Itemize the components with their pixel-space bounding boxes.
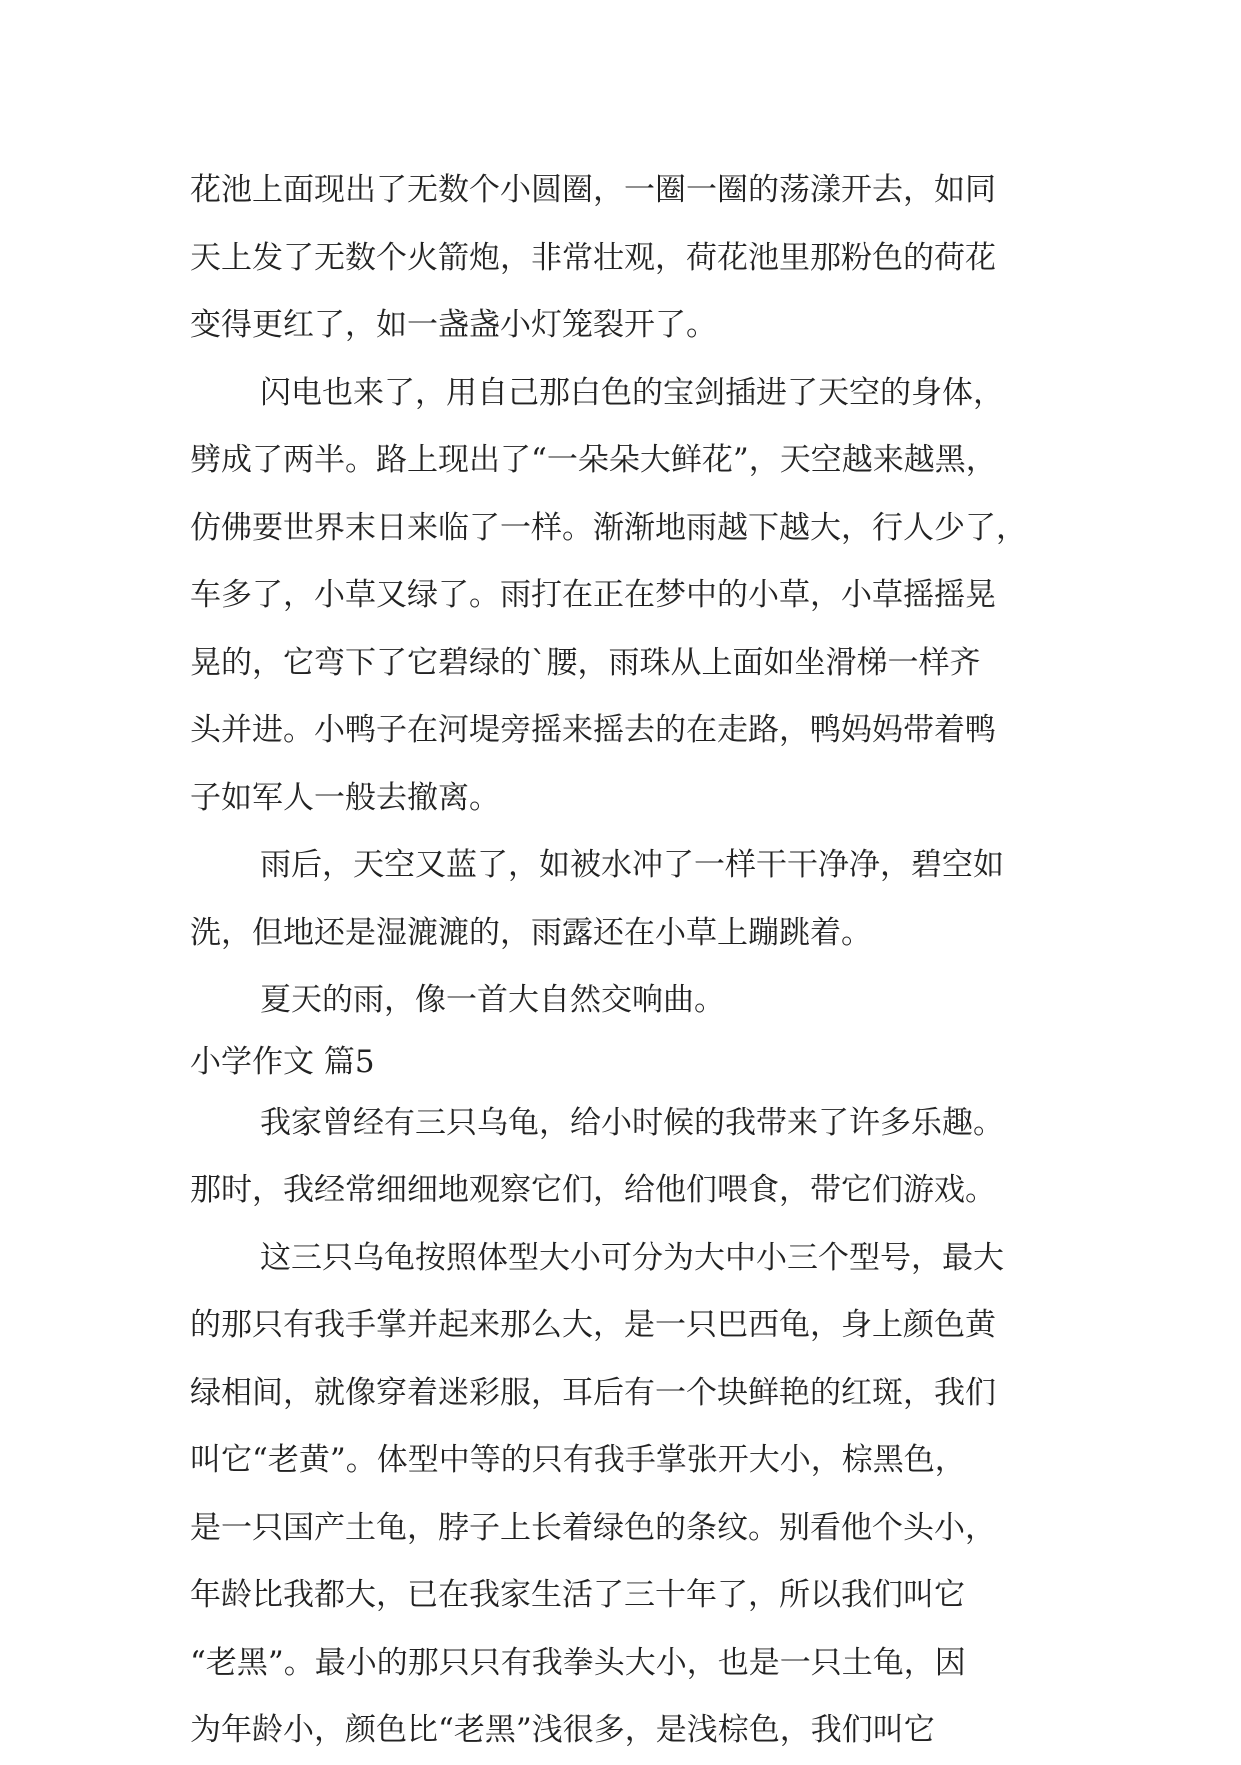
paragraph-first-line: 夏天的雨，像一首大自然交响曲。 (260, 982, 725, 1018)
text-line: 为年龄小，颜色比“老黑”浅很多，是浅棕色，我们叫它 (190, 1712, 935, 1748)
text-line: 变得更红了，如一盏盏小灯笼裂开了。 (190, 307, 717, 343)
text-line: 子如军人一般去撤离。 (190, 779, 500, 816)
text-line: 的那只有我手掌并起来那么大，是一只巴西龟，身上颜色黄 (190, 1307, 996, 1343)
text-line: 天上发了无数个火箭炮，非常壮观，荷花池里那粉色的荷花 (190, 239, 996, 276)
text-line: 年龄比我都大，已在我家生活了三十年了，所以我们叫它 (190, 1577, 965, 1613)
paragraph-first-line: 我家曾经有三只乌龟，给小时候的我带来了许多乐趣。 (260, 1104, 1004, 1141)
text-line: 车多了，小草又绿了。雨打在正在梦中的小草，小草摇摇晃 (190, 577, 996, 613)
text-line: 头并进。小鸭子在河堤旁摇来摇去的在走路，鸭妈妈带着鸭 (190, 712, 996, 748)
paragraph-first-line: 闪电也来了，用自己那白色的宝剑插进了天空的身体， (260, 374, 1004, 411)
text-line: 仿佛要世界末日来临了一样。渐渐地雨越下越大，行人少了， (190, 509, 1027, 546)
text-line: 叫它“老黄”。体型中等的只有我手掌张开大小，棕黑色， (190, 1442, 966, 1478)
text-line: 洗，但地还是湿漉漉的，雨露还在小草上蹦跳着。 (190, 914, 872, 951)
text-line: 花池上面现出了无数个小圆圈，一圈一圈的荡漾开去，如同 (190, 172, 996, 208)
document-text-body (190, 157, 1080, 1765)
text-line: 晃的，它弯下了它碧绿的`腰，雨珠从上面如坐滑梯一样齐 (190, 644, 981, 681)
text-line: “老黑”。最小的那只只有我拳头大小，也是一只土龟，因 (190, 1644, 966, 1681)
section-heading: 小学作文 篇5 (190, 1043, 375, 1080)
paragraph-first-line: 这三只乌龟按照体型大小可分为大中小三个型号，最大 (260, 1239, 1004, 1276)
text-line: 劈成了两半。路上现出了“一朵朵大鲜花”，天空越来越黑， (190, 442, 997, 478)
text-line: 绿相间，就像穿着迷彩服，耳后有一个块鲜艳的红斑，我们 (190, 1374, 996, 1411)
paragraph-first-line: 雨后，天空又蓝了，如被水冲了一样干干净净，碧空如 (260, 847, 1004, 883)
text-line: 那时，我经常细细地观察它们，给他们喂食，带它们游戏。 (190, 1172, 996, 1208)
text-line: 是一只国产土龟，脖子上长着绿色的条纹。别看他个头小， (190, 1509, 996, 1546)
